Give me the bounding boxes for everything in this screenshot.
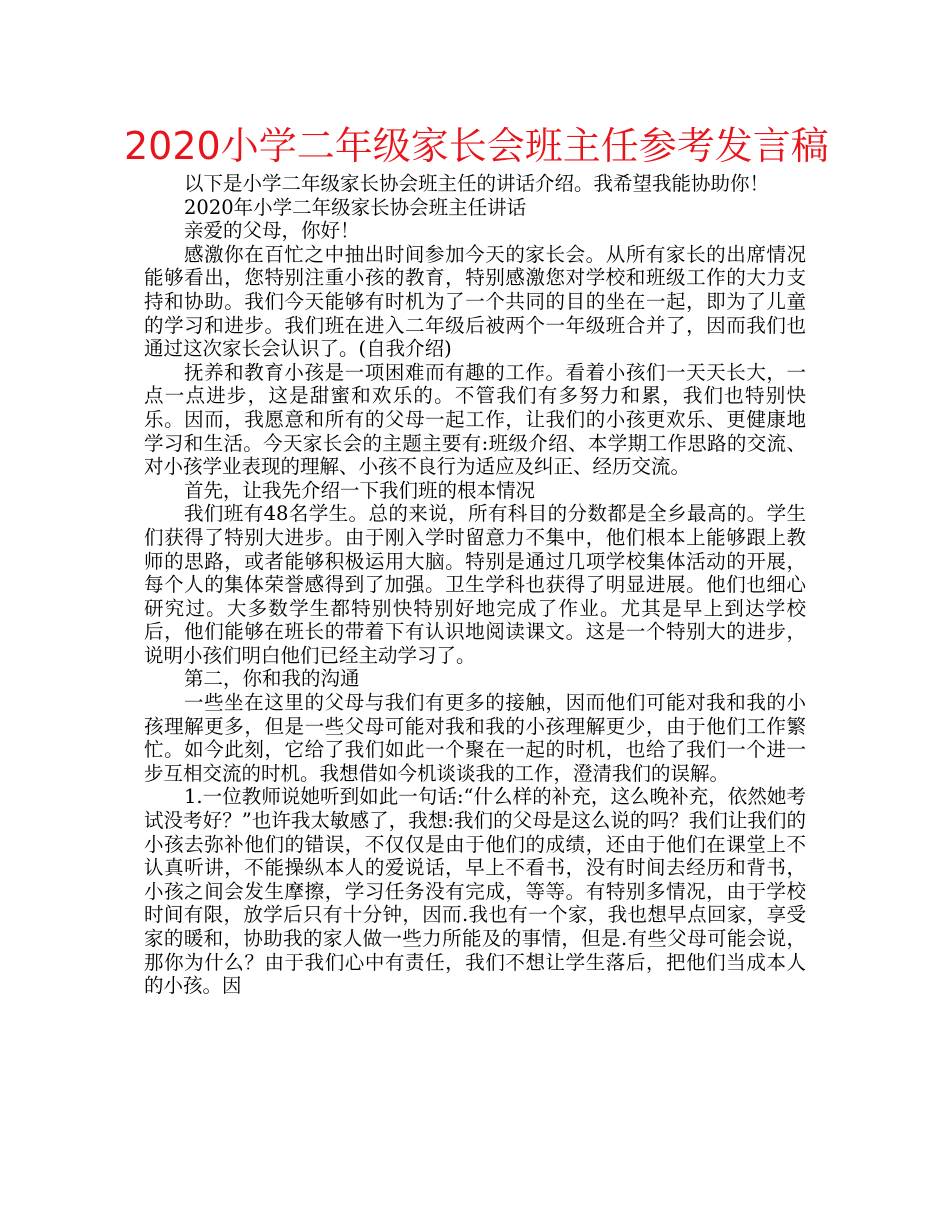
paragraph-speech-title: 2020年小学二年级家长协会班主任讲话 [184, 195, 527, 219]
paragraph-point-one: 1.一位教师说她听到如此一句话:“什么样的补充，这么晚补充，依然她考试没考好？”也许我太敏感了，我想:我们的父母是这么说的吗？我们让我们的小孩去弥补他们的错误，不仅仅是由于他们的成绩，还由于他们在课堂上不认真听讲，不能操纵本人的爱说话，早上不看书，没有时间去经历和背书，小孩之间会发生摩擦，学习任务没有完成，等等。有特别多情况，由于学校时间有限，放学后只有十分钟，因而.我也有一个家，我也想早点回家，享受家的暖和，协助我的家人做一些力所能及的事情，但是.有些父母可能会说，那你为什么？由于我们心中有责任，我们不想让学生落后，把他们当成本人的小孩。因 [144, 785, 806, 998]
paragraph-greeting: 亲爱的父母，你好！ [184, 219, 360, 243]
paragraph-communication: 一些坐在这里的父母与我们有更多的接触，因而他们可能对我和我的小孩理解更多，但是一些父母可能对我和我的小孩理解更少，由于他们工作繁忙。如今此刻，它给了我们如此一个聚在一起的时机，也给了我们一个进一步互相交流的时机。我想借如今机谈谈我的工作，澄清我们的误解。 [144, 691, 806, 785]
paragraph-first-heading: 首先，让我先介绍一下我们班的根本情况 [184, 478, 536, 502]
paragraph-class-situation: 我们班有48名学生。总的来说，所有科目的分数都是全乡最高的。学生们获得了特别大进步。由于刚入学时留意力不集中，他们根本上能够跟上教师的思路，或者能够积极运用大脑。特别是通过几项学校集体活动的开展，每个人的集体荣誉感得到了加强。卫生学科也获得了明显进展。他们也细心研究过。大多数学生都特别快特别好地完成了作业。尤其是早上到达学校后，他们能够在班长的带着下有认识地阅读课文。这是一个特别大的进步，说明小孩们明白他们已经主动学习了。 [144, 502, 806, 667]
document-title: 2020小学二年级家长会班主任参考发言稿 [124, 124, 829, 168]
paragraph-second-heading: 第二，你和我的沟通 [184, 667, 360, 691]
document-page [124, 120, 829, 998]
document-body [144, 172, 806, 998]
paragraph-thanks: 感激你在百忙之中抽出时间参加今天的家长会。从所有家长的出席情况能够看出，您特别注重小孩的教育，特别感激您对学校和班级工作的大力支持和协助。我们今天能够有时机为了一个共同的目的坐在一起，即为了儿童的学习和进步。我们班在进入二年级后被两个一年级班合并了，因而我们也通过这次家长会认识了。(自我介绍) [144, 242, 806, 361]
paragraph-intro: 以下是小学二年级家长协会班主任的讲话介绍。我希望我能协助你！ [184, 172, 770, 195]
paragraph-raising-children: 抚养和教育小孩是一项困难而有趣的工作。看着小孩们一天天长大，一点一点进步，这是甜蜜和欢乐的。不管我们有多努力和累，我们也特别快乐。因而，我愿意和所有的父母一起工作，让我们的小孩更欢乐、更健康地学习和生活。今天家长会的主题主要有:班级介绍、本学期工作思路的交流、对小孩学业表现的理解、小孩不良行为适应及纠正、经历交流。 [144, 360, 806, 479]
